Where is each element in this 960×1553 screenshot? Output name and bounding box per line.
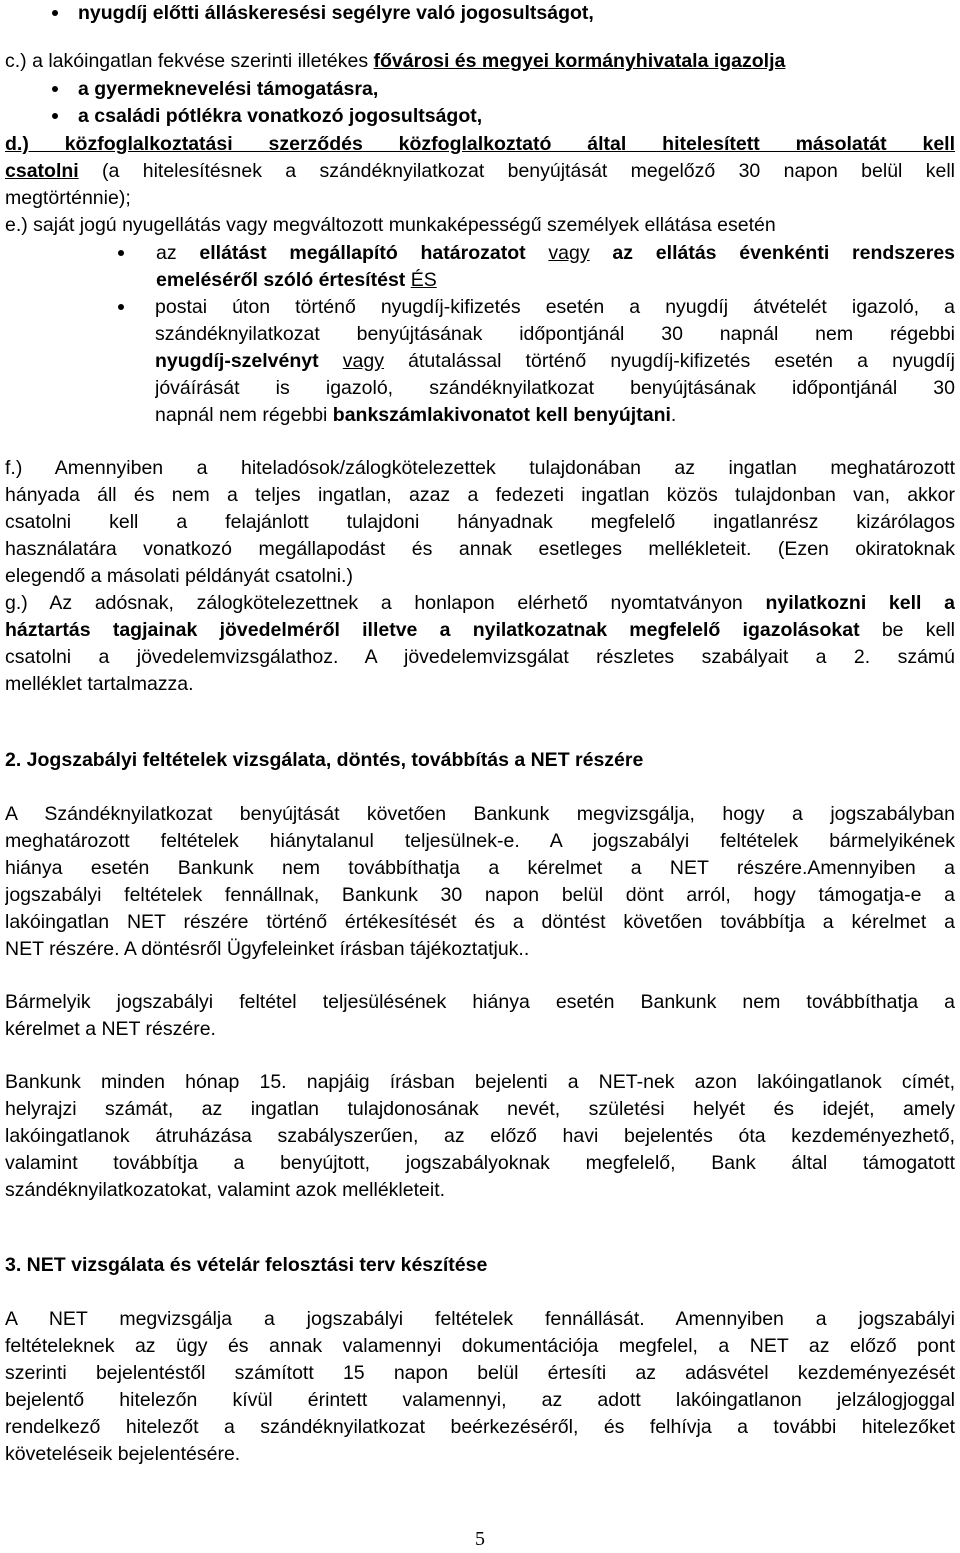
item-e-bullet1-line: emeléséről szóló értesítést ÉS	[156, 269, 437, 291]
item-e-bullet2-line: postai úton történő nyugdíj-kifizetés esetén a nyugdíj átvételét igazoló, a	[155, 296, 955, 318]
item-e-bullet2-line: szándéknyilatkozat benyújtásának időpontjánál 30 napnál nem régebbi	[155, 323, 955, 345]
item-f-line: csatolni kell a felajánlott tulajdoni hányadnak megfelelő ingatlanrész kizárólagos	[5, 511, 955, 533]
item-c: c.) a lakóingatlan fekvése szerinti illetékes fővárosi és megyei kormányhivatala igazolja	[5, 50, 786, 72]
bullet-dot	[118, 304, 124, 310]
paragraph-line: meghatározott feltételek hiánytalanul teljesülnek-e. A jogszabályi feltételek bármelyikének	[5, 830, 955, 852]
paragraph-line: lakóingatlanok átruházása szabályszerűen, az előző havi bejelentés óta kezdeményezhető,	[5, 1125, 955, 1147]
paragraph-line: szándéknyilatkozatokat, valamint azok mellékleteit.	[5, 1179, 446, 1201]
bullet-item: a családi pótlékra vonatkozó jogosultságot,	[78, 105, 483, 127]
section-heading: 3. NET vizsgálata és vételár felosztási terv készítése	[5, 1254, 488, 1276]
paragraph-line: lakóingatlan NET részére történő értékesítését és a döntést követően továbbítja a kérelmet a	[5, 911, 955, 933]
item-g-line: g.) Az adósnak, zálogkötelezettnek a honlapon elérhető nyomtatványon nyilatkozni kell a	[5, 592, 955, 614]
bullet-dot	[118, 250, 124, 256]
bullet-item: a gyermeknevelési támogatásra,	[78, 78, 379, 100]
item-g-line: háztartás tagjainak jövedelméről illetve a nyilatkozatnak megfelelő igazolásokat be kell	[5, 619, 955, 641]
item-e-intro: e.) saját jogú nyugellátás vagy megváltozott munkaképességű személyek ellátása esetén	[5, 214, 776, 236]
paragraph-line: valamint továbbítja a benyújtott, jogszabályoknak megfelelő, Bank által támogatott	[5, 1152, 955, 1174]
item-e-bullet2-line: napnál nem régebbi bankszámlakivonatot kell benyújtani.	[155, 404, 677, 426]
paragraph-line: A Szándéknyilatkozat benyújtását követően Bankunk megvizsgálja, hogy a jogszabályban	[5, 803, 955, 825]
item-e-bullet2-line: nyugdíj-szelvényt vagy átutalással történő nyugdíj-kifizetés esetén a nyugdíj	[155, 350, 955, 372]
bullet-item: nyugdíj előtti álláskeresési segélyre való jogosultságot,	[78, 2, 594, 24]
paragraph-line: Bankunk minden hónap 15. napjáig írásban bejelenti a NET-nek azon lakóingatlanok címét,	[5, 1071, 955, 1093]
paragraph-line: kérelmet a NET részére.	[5, 1018, 216, 1040]
item-f-line: f.) Amennyiben a hiteladósok/zálogkötelezettek tulajdonában az ingatlan meghatározott	[5, 457, 955, 479]
bullet-dot	[52, 113, 58, 119]
paragraph-line: Bármelyik jogszabályi feltétel teljesülésének hiánya esetén Bankunk nem továbbíthatja a	[5, 991, 955, 1013]
paragraph-line: szerinti bejelentéstől számított 15 napon belül értesíti az adásvétel kezdeményezését	[5, 1362, 955, 1384]
item-g-line: csatolni a jövedelemvizsgálathoz. A jövedelemvizsgálat részletes szabályait a 2. számú	[5, 646, 955, 668]
paragraph-line: hiánya esetén Bankunk nem továbbíthatja a kérelmet a NET részére.Amennyiben a	[5, 857, 955, 879]
item-e-bullet1-line: az ellátást megállapító határozatot vagy az ellátás évenkénti rendszeres	[156, 242, 955, 264]
item-d-line: d.) közfoglalkoztatási szerződés közfoglalkoztató által hitelesített másolatát kell	[5, 133, 955, 155]
item-e-bullet2-line: jóváírását is igazoló, szándéknyilatkozat benyújtásának időpontjánál 30	[155, 377, 955, 399]
paragraph-line: követeléseik bejelentésére.	[5, 1443, 241, 1465]
section-heading: 2. Jogszabályi feltételek vizsgálata, döntés, továbbítás a NET részére	[5, 749, 644, 771]
paragraph-line: feltételeknek az ügy és annak valamennyi dokumentációja megfelel, a NET az előző pont	[5, 1335, 955, 1357]
bullet-dot	[52, 10, 58, 16]
paragraph-line: helyrajzi számát, az ingatlan tulajdonosának nevét, születési helyét és idejét, amely	[5, 1098, 955, 1120]
paragraph-line: A NET megvizsgálja a jogszabályi feltételek fennállását. Amennyiben a jogszabályi	[5, 1308, 955, 1330]
item-g-line: melléklet tartalmazza.	[5, 673, 194, 695]
paragraph-line: rendelkező hitelezőt a szándéknyilatkozat beérkezéséről, és felhívja a további hitelezőket	[5, 1416, 955, 1438]
item-f-line: elegendő a másolati példányát csatolni.)	[5, 565, 353, 587]
page-number: 5	[475, 1528, 485, 1550]
paragraph-line: NET részére. A döntésről Ügyfeleinket írásban tájékoztatjuk..	[5, 938, 530, 960]
item-f-line: hányada áll és nem a teljes ingatlan, azaz a fedezeti ingatlan közös tulajdonban van, akkor	[5, 484, 955, 506]
paragraph-line: jogszabályi feltételek fennállnak, Bankunk 30 napon belül dönt arról, hogy támogatja-e a	[5, 884, 955, 906]
item-d-line: csatolni (a hitelesítésnek a szándéknyilatkozat benyújtását megelőző 30 napon belül kell	[5, 160, 955, 182]
paragraph-line: bejelentő hitelezőn kívül érintett valamennyi, az adott lakóingatlanon jelzálogjoggal	[5, 1389, 955, 1411]
item-f-line: használatára vonatkozó megállapodást és annak esetleges mellékleteit. (Ezen okiratoknak	[5, 538, 955, 560]
item-d-line: megtörténnie);	[5, 187, 131, 209]
bullet-dot	[52, 86, 58, 92]
